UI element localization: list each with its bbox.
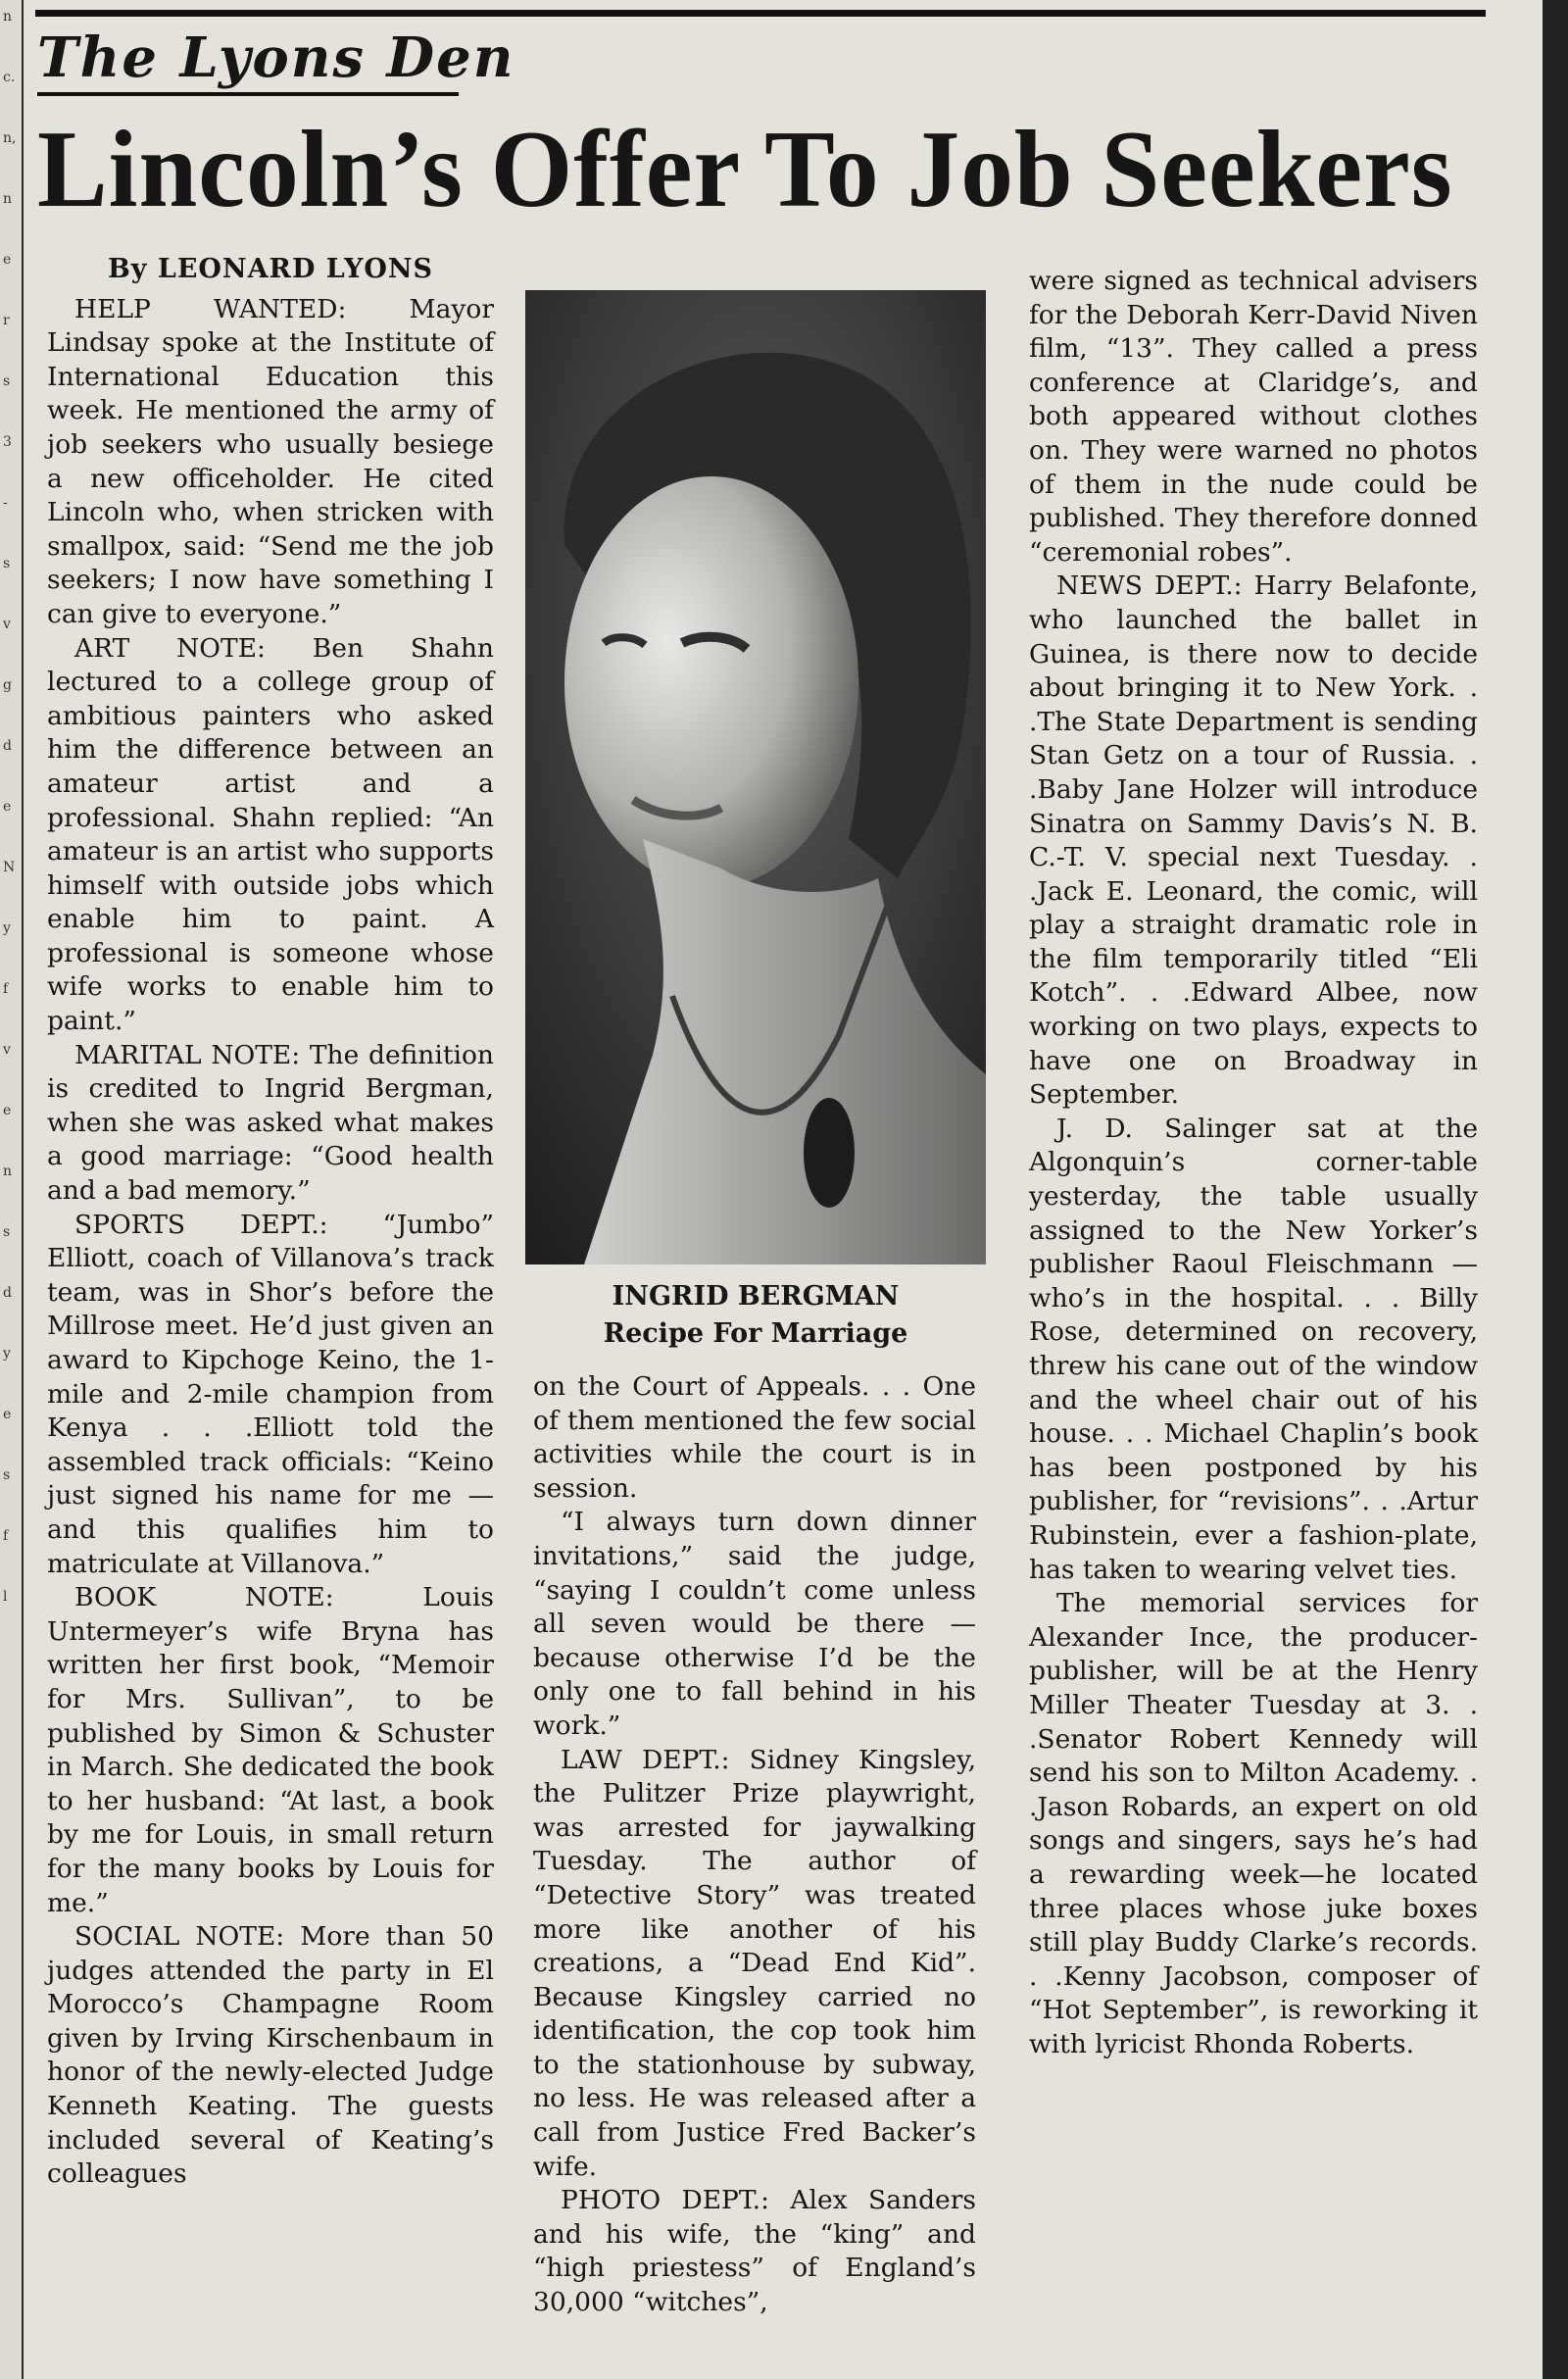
paragraph: “I always turn down dinner invitations,” said the judge, “saying I couldn’t come unless all seven would be there —because otherwise I’d be the only one to fall behind in his work.” bbox=[533, 1507, 976, 1741]
paragraph: SOCIAL NOTE: More than 50 judges attended the party in El Morocco’s Champagne Room given by Irving Kirschenbaum in honor of the newly-elected Judge Kenneth Keating. The guests included several of Keating’s colleagues bbox=[47, 1921, 494, 2190]
edge-fragment: l bbox=[3, 1589, 8, 1605]
edge-fragment: s bbox=[3, 1467, 11, 1483]
edge-fragment: e bbox=[3, 799, 12, 815]
edge-fragment: y bbox=[3, 1346, 11, 1362]
edge-fragment: f bbox=[3, 981, 9, 997]
edge-fragment: 3 bbox=[3, 434, 12, 450]
edge-fragment: y bbox=[3, 920, 11, 936]
paragraph: SPORTS DEPT.: “Jumbo” Elliott, coach of Villanova’s track team, was in Shor’s before the Millrose meet. He’d just given an award to Kipchoge Keino, the 1-mile and 2-mile champion from Kenya . . .Elliott told the assembled track officials: “Keino just signed his name for me —and this qualifies him to matriculate at Villanova.” bbox=[47, 1209, 494, 1579]
edge-fragment: - bbox=[3, 495, 8, 511]
paragraph: NEWS DEPT.: Harry Belafonte, who launched the ballet in Guinea, is there now to decide about bringing it to New York. . .The State Department is sending Stan Getz on a tour of Russia. . .Baby Jane Holzer will introduce Sinatra on Sammy Davis’s N. B. C.-T. V. special next Tuesday. . .Jack E. Leonard, the comic, will play a straight dramatic role in the film temporarily titled “Eli Kotch”. . .Edward Albee, now working on two plays, expects to have one on Broadway in September. bbox=[1029, 570, 1478, 1111]
paragraph: on the Court of Appeals. . . One of them mentioned the few social activities while the court is in session. bbox=[533, 1371, 976, 1504]
edge-fragment: s bbox=[3, 373, 11, 389]
edge-fragment: e bbox=[3, 1103, 12, 1118]
edge-fragment: c. bbox=[3, 70, 16, 85]
edge-fragment: e bbox=[3, 252, 12, 268]
byline: By LEONARD LYONS bbox=[107, 254, 434, 284]
paragraph: LAW DEPT.: Sidney Kingsley, the Pulitzer Prize playwright, was arrested for jaywalking Tuesday. The author of “Detective Story” was treated more like another of his creations, a “Dead End Kid”. Because Kingsley carried no identification, the cop took him to the stationhouse by subway, no less. He was released after a call from Justice Fred Backer’s wife. bbox=[533, 1744, 976, 2182]
top-rule bbox=[35, 10, 1486, 17]
title-underline bbox=[37, 92, 459, 96]
edge-fragment: g bbox=[3, 677, 12, 693]
headline: Lincoln’s Offer To Job Seekers bbox=[37, 109, 1453, 230]
edge-fragment: r bbox=[3, 313, 10, 328]
edge-fragment: s bbox=[3, 1224, 11, 1240]
paragraph: J. D. Salinger sat at the Algonquin’s corner-table yesterday, the table usually assigned to the New Yorker’s publisher Raoul Fleischmann —who’s in the hospital. . . Billy Rose, determined on recovery, threw his cane out of the window and the wheel chair out of his house. . . Michael Chaplin’s book has been postponed by his publisher, for “revisions”. . .Artur Rubinstein, ever a fashion-plate, has taken to wearing velvet ties. bbox=[1029, 1113, 1478, 1585]
adjacent-column-edge bbox=[0, 0, 24, 2379]
paragraph: were signed as technical advisers for the Deborah Kerr-David Niven film, “13”. They called a press conference at Claridge’s, and both appeared without clothes on. They were warned no photos of them in the nude could be published. They therefore donned “ceremonial robes”. bbox=[1029, 266, 1478, 568]
portrait-photo bbox=[525, 290, 986, 1264]
edge-fragment: d bbox=[3, 1285, 12, 1301]
article-column-1 bbox=[47, 253, 494, 2192]
column-title: The Lyons Den bbox=[37, 25, 515, 90]
paragraph: ART NOTE: Ben Shahn lectured to a college group of ambitious painters who asked him the difference between an amateur artist and a professional. Shahn replied: “An amateur is an artist who supports himself with outside jobs which enable him to paint. A professional is someone whose wife works to enable him to paint.” bbox=[47, 632, 494, 1037]
edge-fragment: d bbox=[3, 738, 12, 754]
edge-fragment: e bbox=[3, 1407, 12, 1422]
paragraph: MARITAL NOTE: The definition is credited to Ingrid Bergman, when she was asked what makes a good marriage: “Good health and a bad memory.” bbox=[47, 1039, 494, 1207]
paragraph: The memorial services for Alexander Ince, the producer-publisher, will be at the Henry Miller Theater Tuesday at 3. . .Senator Robert Kennedy will send his son to Milton Academy. . .Jason Robards, an expert on old songs and singers, says he’s had a rewarding week—he located three places whose juke boxes still play Buddy Clarke’s records. . .Kenny Jacobson, composer of “Hot September”, is reworking it with lyricist Rhonda Roberts. bbox=[1029, 1588, 1478, 2059]
caption-name: INGRID BERGMAN bbox=[612, 1281, 900, 1312]
paragraph: BOOK NOTE: Louis Untermeyer’s wife Bryna has written her first book, “Memoir for Mrs. Sullivan”, to be published by Simon & Schuster in March. She dedicated the book to her husband: “At last, a book by me for Louis, in small return for the many books by Louis for me.” bbox=[47, 1582, 494, 1918]
article-column-2 bbox=[533, 1370, 976, 2320]
edge-fragment: N bbox=[3, 860, 16, 875]
edge-fragment: n bbox=[3, 1164, 13, 1179]
caption-subtitle: Recipe For Marriage bbox=[603, 1318, 908, 1349]
article-column-3 bbox=[1029, 265, 1478, 2061]
edge-fragment: v bbox=[3, 617, 11, 632]
paragraph: PHOTO DEPT.: Alex Sanders and his wife, the “king” and “high priestess” of England’s 30,000 “witches”, bbox=[533, 2185, 976, 2318]
edge-fragment: v bbox=[3, 1042, 11, 1058]
edge-fragment: n, bbox=[3, 130, 17, 146]
paragraph: HELP WANTED: Mayor Lindsay spoke at the Institute of International Education this week. He mentioned the army of job seekers who usually besiege a new officeholder. He cited Lincoln who, when stricken with smallpox, said: “Send me the job seekers; I now have something I can give to everyone.” bbox=[47, 293, 494, 629]
edge-fragment: s bbox=[3, 556, 11, 571]
photo-caption bbox=[525, 1278, 986, 1353]
edge-fragment: n bbox=[3, 9, 13, 25]
page-edge-shadow bbox=[1543, 0, 1568, 2379]
edge-fragment: n bbox=[3, 191, 13, 207]
portrait-photo-icon bbox=[525, 290, 986, 1264]
edge-fragment: f bbox=[3, 1528, 9, 1544]
